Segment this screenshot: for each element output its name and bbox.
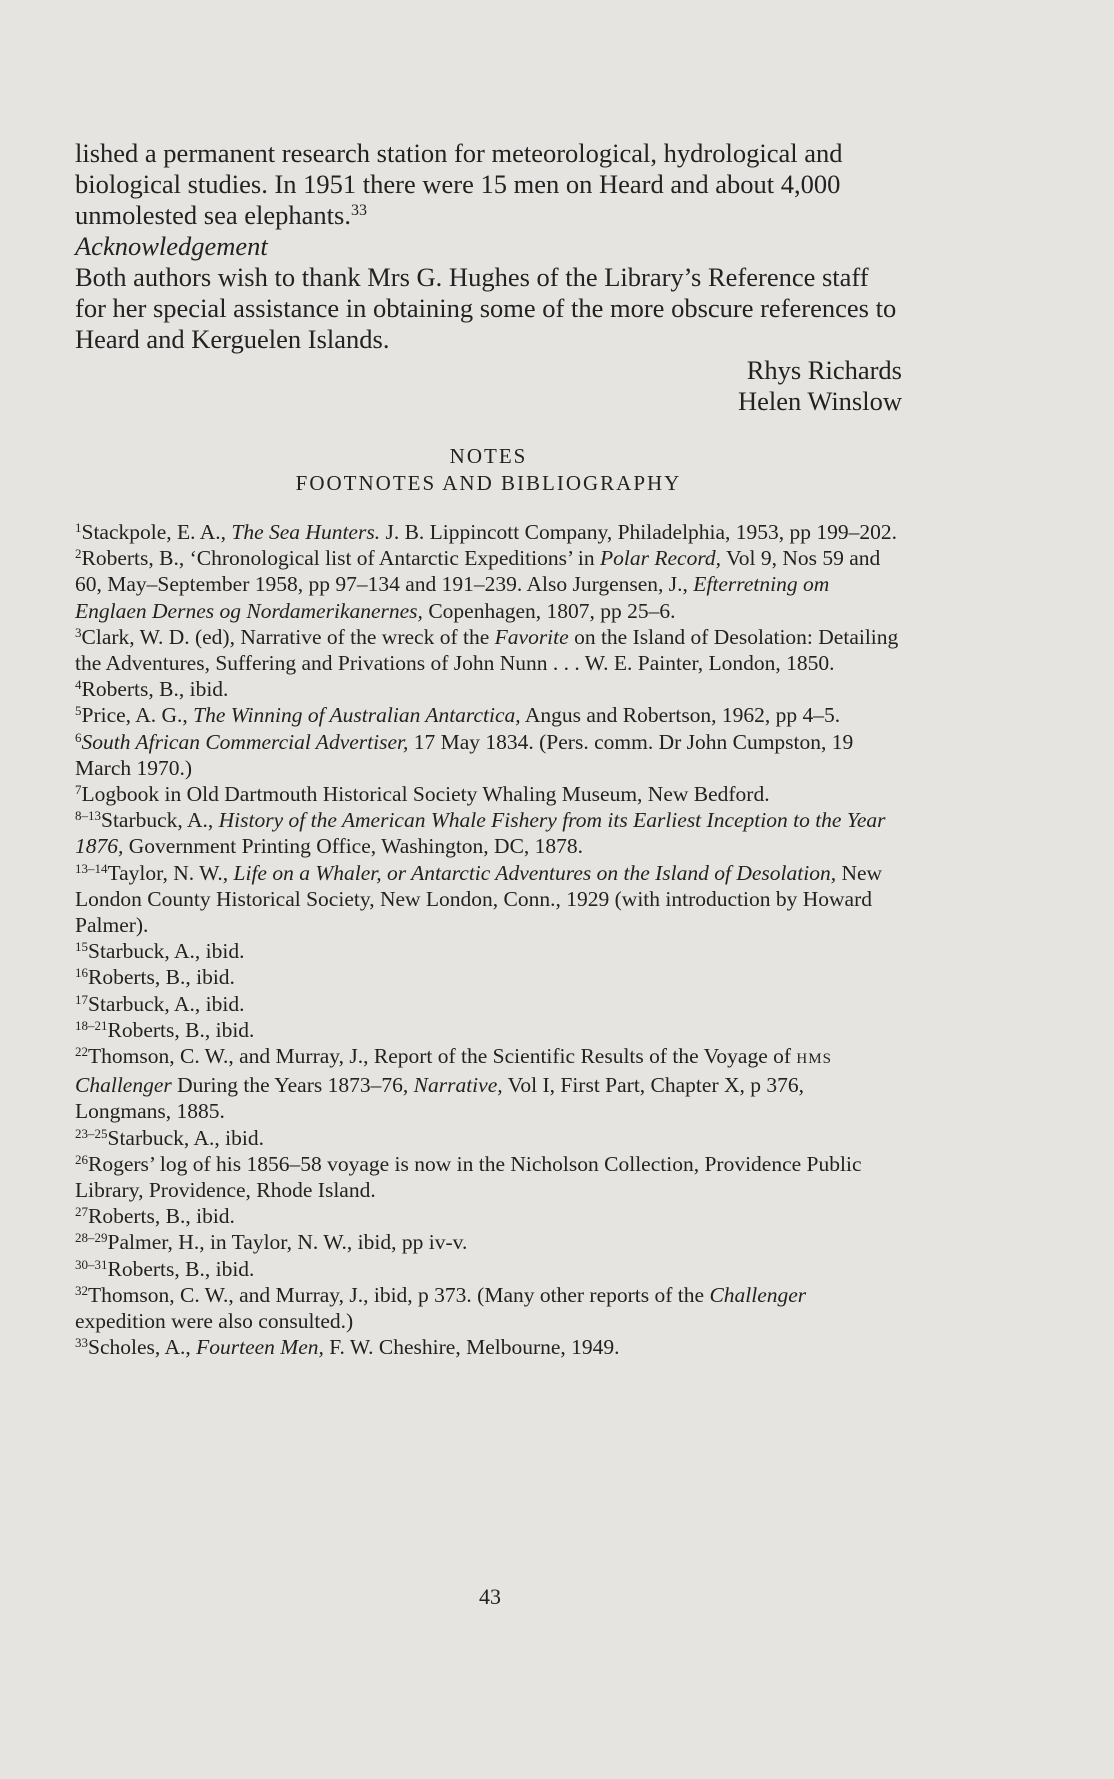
footnote-text: Starbuck, A., ibid. — [88, 991, 245, 1016]
footnote-title: History of the American Whale Fishery from its Earliest Inception to the Year 1876, — [75, 808, 886, 859]
footnote-entry — [75, 676, 902, 702]
footnote-title: Favorite — [494, 624, 569, 649]
footnote-text: Clark, W. D. (ed), Narrative of the wreck of the — [81, 624, 495, 649]
footnote-text: Roberts, B., ibid. — [81, 677, 229, 702]
footnote-entry — [75, 1334, 902, 1360]
footnote-text: F. W. Cheshire, Melbourne, 1949. — [323, 1335, 620, 1360]
footnote-text: Logbook in Old Dartmouth Historical Society Whaling Museum, New Bedford. — [81, 782, 770, 807]
footnote-entry — [75, 964, 902, 990]
footnote-text: During the Years 1873–76, — [171, 1073, 414, 1098]
notes-heading: NOTES — [449, 444, 528, 468]
footnote-entry — [75, 860, 902, 939]
footnote-entry — [75, 624, 902, 676]
author-signatures — [75, 355, 902, 417]
footnote-entry — [75, 1256, 902, 1282]
footnote-text: Starbuck, A., — [101, 808, 219, 833]
footnote-text: Taylor, N. W., — [107, 860, 234, 885]
footnote-number: 18–21 — [75, 1017, 108, 1033]
author-name: Rhys Richards — [746, 355, 902, 385]
footnote-number: 32 — [75, 1282, 88, 1298]
footnote-title: Efterretning om Englaen Dernes og Nordamerikanernes, — [75, 572, 830, 623]
footnote-text: Palmer, H., in Taylor, N. W., ibid, pp iv-v. — [107, 1230, 468, 1255]
footnote-title: The Winning of Australian Antarctica, — [193, 703, 521, 728]
footnote-entry — [75, 991, 902, 1017]
footnote-text: Stackpole, E. A., — [81, 520, 232, 544]
notes-subheading: FOOTNOTES AND BIBLIOGRAPHY — [295, 471, 682, 495]
footnote-number: 17 — [75, 991, 88, 1007]
footnote-text: Angus and Robertson, 1962, pp 4–5. — [520, 703, 841, 728]
acknowledgement-text: Both authors wish to thank Mrs G. Hughes of the Library’s Reference staff for her special assistance in obtaining some of the more obscure references to Heard and Kerguelen Islands. — [75, 262, 897, 354]
body-text — [75, 138, 902, 355]
footnote-entry — [75, 1282, 902, 1334]
footnote-number: 22 — [75, 1044, 88, 1060]
footnote-entry — [75, 781, 902, 807]
footnote-title: Challenger — [75, 1073, 172, 1098]
footnote-text: Government Printing Office, Washington, DC, 1878. — [123, 834, 584, 859]
footnote-entry — [75, 938, 902, 964]
footnote-number: 6 — [75, 729, 82, 745]
closing-paragraph: lished a permanent research station for meteorological, hydrological and biological studies. In 1951 there were 15 men on Heard and about 4,000 unmolested sea elephants.$^{33}$ — [75, 138, 843, 230]
footnote-title: Narrative, — [413, 1073, 503, 1098]
footnote-number: 16 — [75, 965, 88, 981]
footnote-text: Roberts, B., ibid. — [88, 965, 235, 990]
footnote-number: 13–14 — [75, 860, 108, 876]
footnote-entry — [75, 807, 902, 859]
footnote-entry — [75, 1017, 902, 1043]
page-number: 43 — [479, 1584, 501, 1609]
footnote-text: Roberts, B., ibid. — [107, 1256, 255, 1281]
footnote-ref: 33 — [350, 202, 367, 219]
footnote-number: 15 — [75, 939, 88, 955]
footnote-text: Roberts, B., ibid. — [107, 1017, 255, 1042]
footnote-number: 23–25 — [75, 1125, 108, 1141]
footnote-entry — [75, 1043, 902, 1125]
footnote-entry — [75, 1151, 902, 1203]
footnote-text: Price, A. G., — [81, 703, 194, 728]
footnote-text: Rogers’ log of his 1856–58 voyage is now in the Nicholson Collection, Providence Public Library, Providence, Rhode Island. — [75, 1151, 862, 1203]
footnote-number: 1 — [75, 520, 82, 535]
footnote-text: Starbuck, A., ibid. — [88, 939, 245, 964]
footnote-number: 3 — [75, 624, 82, 640]
footnote-entry — [75, 1203, 902, 1229]
footnote-number: 26 — [75, 1151, 88, 1167]
footnote-number: 7 — [75, 782, 82, 798]
footnote-title: Life on a Whaler, or Antarctic Adventures on the Island of Desolation, — [233, 860, 837, 885]
footnote-text: expedition were also consulted.) — [75, 1309, 354, 1334]
footnote-text: Thomson, C. W., and Murray, J., Report of the Scientific Results of the Voyage of — [88, 1044, 797, 1069]
footnote-number: 27 — [75, 1204, 88, 1220]
author-name: Helen Winslow — [737, 386, 902, 416]
acknowledgement-heading: Acknowledgement — [75, 231, 268, 261]
footnote-title: The Sea Hunters. — [231, 520, 381, 544]
footnote-entry — [75, 1125, 902, 1151]
footnote-entry — [75, 1229, 902, 1255]
notes-heading-block — [75, 443, 902, 497]
footnote-text: Thomson, C. W., and Murray, J., ibid, p 373. (Many other reports of the — [88, 1282, 710, 1307]
footnote-text: Roberts, B., ‘Chronological list of Antarctic Expeditions’ in — [81, 546, 601, 571]
footnote-title: Fourteen Men, — [196, 1335, 324, 1360]
footnote-text: New London County Historical Society, New London, Conn., 1929 (with introduction by Howard Palmer). — [75, 860, 883, 938]
footnote-text: Roberts, B., ibid. — [88, 1204, 235, 1229]
footnote-text: J. B. Lippincott Company, Philadelphia, 1953, pp 199–202. — [380, 520, 898, 544]
footnote-title: Challenger — [709, 1282, 807, 1307]
footnote-title: Polar Record, — [600, 546, 722, 571]
footnote-entry — [75, 545, 902, 624]
footnote-number: 30–31 — [75, 1256, 108, 1272]
footnote-text: Vol I, First Part, Chapter X, p 376, Longmans, 1885. — [75, 1073, 805, 1124]
footnote-number: 4 — [75, 677, 82, 693]
footnote-number: 28–29 — [75, 1230, 108, 1246]
footnote-title: South African Commercial Advertiser, — [81, 729, 409, 754]
footnote-smallcaps: HMS — [796, 1051, 832, 1068]
footnote-text: Vol 9, Nos 59 and 60, May–September 1958, pp 97–134 and 191–239. Also Jurgensen, J., — [75, 546, 881, 597]
footnote-text: Copenhagen, 1807, pp 25–6. — [422, 598, 676, 623]
footnote-text: Scholes, A., — [88, 1335, 197, 1360]
footnote-entry — [75, 519, 902, 545]
footnote-text: Starbuck, A., ibid. — [107, 1125, 264, 1150]
footnote-number: 5 — [75, 703, 82, 719]
footnote-text: 17 May 1834. (Pers. comm. Dr John Cumpston, 19 March 1970.) — [75, 729, 854, 780]
footnotes-list — [75, 519, 902, 1361]
footnote-number: 2 — [75, 546, 82, 562]
footnote-number: 8–13 — [75, 808, 101, 824]
page-content — [75, 138, 902, 1361]
footnote-text: on the Island of Desolation: Detailing the Adventures, Suffering and Privations of John Nunn . . . W. E. Painter, London, 1850. — [75, 624, 899, 676]
footnote-number: 33 — [75, 1335, 88, 1351]
footnote-entry — [75, 729, 902, 781]
footnote-entry — [75, 702, 902, 728]
